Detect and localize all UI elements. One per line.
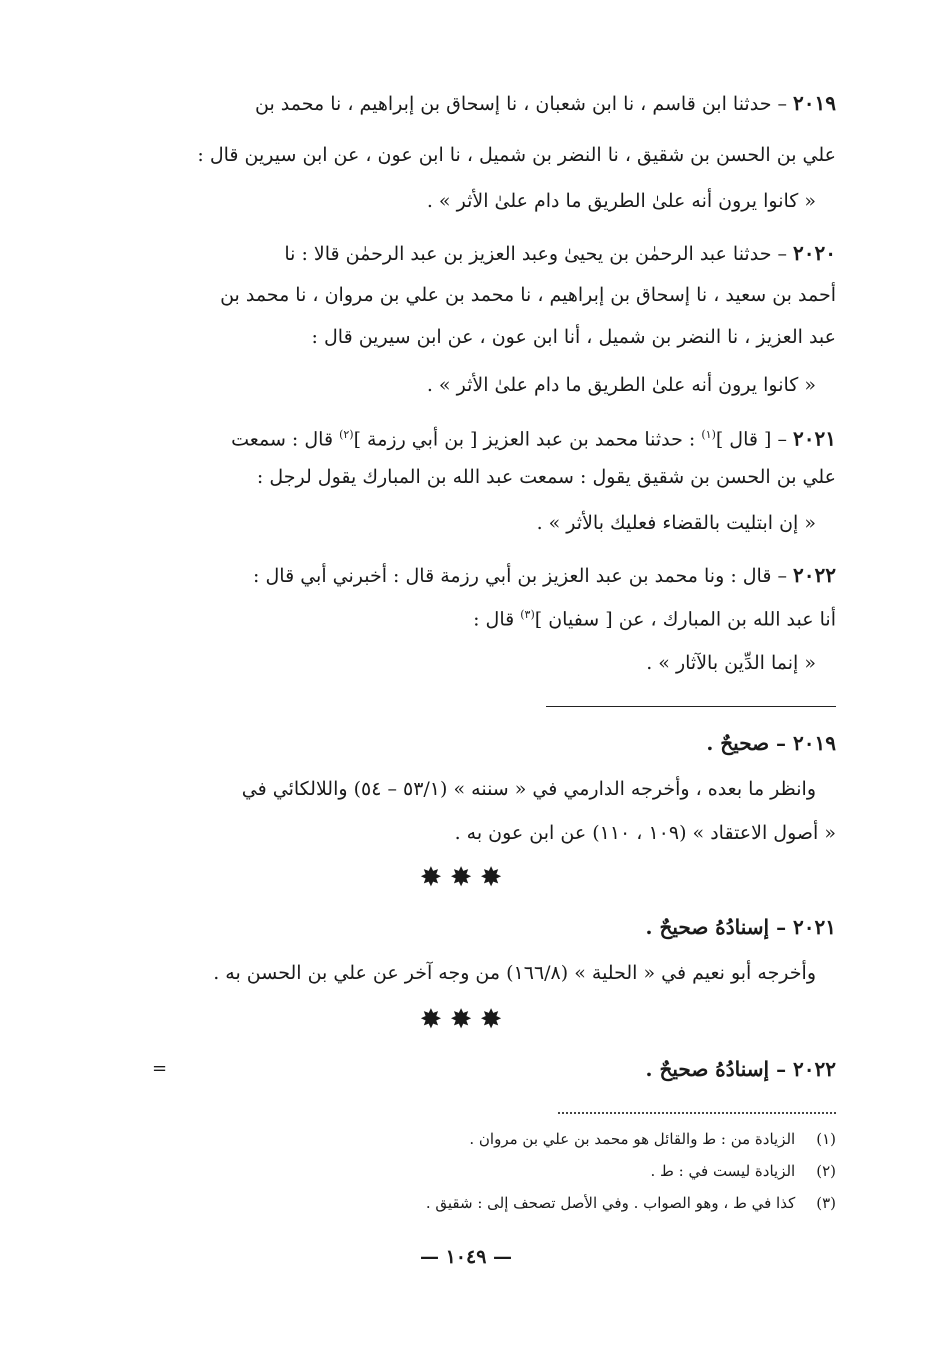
- hadith-2020-line-2: أحمد بن سعيد ، نا إسحاق بن إبراهيم ، نا محمد بن علي بن مروان ، نا محمد بن: [220, 284, 836, 306]
- commentary-2021-heading: ٢٠٢١ – إسنادُهُ صحيحٌ .: [645, 915, 836, 939]
- commentary-2019-line-1: وانظر ما بعده ، وأخرجه الدارمي في « سننه » (٥٣/١ – ٥٤) واللالكائي في: [241, 778, 816, 800]
- hadith-2021-line-1: [231, 420, 836, 454]
- hadith-2019-line-2: علي بن الحسن بن شقيق ، نا النضر بن شميل ، نا ابن عون ، عن ابن سيرين قال :: [197, 144, 836, 166]
- hadith-2019-line-1: [255, 88, 836, 119]
- footnote-2: [651, 1160, 837, 1182]
- hadith-2021-line-2: علي بن الحسن بن شقيق يقول : سمعت عبد الله بن المبارك يقول لرجل :: [256, 466, 836, 488]
- commentary-2019-line-2: « أصول الاعتقاد » (١٠٩ ، ١١٠) عن ابن عون به .: [454, 822, 836, 844]
- footnote-3: [426, 1192, 836, 1214]
- hadith-text: – حدثنا ابن قاسم ، نا ابن شعبان ، نا إسحاق بن إبراهيم ، نا محمد بن: [255, 93, 787, 115]
- hadith-2020-line-4: « كانوا يرون أنه علىٰ الطريق ما دام علىٰ الأثر » .: [426, 374, 816, 396]
- hadith-number: ٢٠٢١: [793, 426, 836, 451]
- hadith-text: – قال : ونا محمد بن عبد العزيز بن أبي رزمة قال : أخبرني أبي قال :: [253, 565, 787, 587]
- footnote-ref-2: (٢): [339, 428, 354, 441]
- continuation-mark: =: [152, 1058, 168, 1079]
- hadith-2022-line-1: [253, 560, 836, 591]
- hadith-number: ٢٠٢٠: [793, 241, 836, 265]
- hadith-text-b: : حدثنا محمد بن عبد العزيز [ بن أبي رزمة ]: [353, 428, 696, 451]
- hadith-text-c: قال : سمعت: [231, 428, 334, 451]
- hadith-2022-line-2: [473, 600, 836, 634]
- hadith-2020-line-3: عبد العزيز ، نا النضر بن شميل ، أنا ابن عون ، عن ابن سيرين قال :: [311, 326, 836, 348]
- section-divider-stars: ✸✸✸: [420, 862, 512, 891]
- hadith-text: – حدثنا عبد الرحمٰن بن يحيىٰ وعبد العزيز بن عبد الرحمٰن قالا : نا: [284, 243, 787, 265]
- footnote-text: الزيادة من : ط والقائل هو محمد بن علي بن مروان .: [469, 1130, 796, 1148]
- commentary-2022-heading: ٢٠٢٢ – إسنادُهُ صحيحٌ .: [645, 1057, 836, 1081]
- hadith-number: ٢٠١٩: [793, 91, 836, 115]
- hadith-2021-line-3: « إن ابتليت بالقضاء فعليك بالأثر » .: [536, 512, 816, 534]
- text-separator-rule: [546, 706, 836, 707]
- hadith-text-a: – [ قال ]: [715, 428, 787, 451]
- footnote-separator: [558, 1112, 836, 1114]
- footnote-number: (٣): [816, 1194, 836, 1212]
- hadith-2022-line-3: « إنما الدِّين بالآثار » .: [646, 652, 816, 674]
- footnote-ref-3: (٣): [520, 608, 535, 621]
- footnote-text: كذا في ط ، وهو الصواب . وفي الأصل تصحف إلى : شقيق .: [425, 1194, 796, 1212]
- footnote-text: الزيادة ليست في : ط .: [650, 1162, 796, 1180]
- footnote-1: [469, 1128, 836, 1150]
- footnote-ref-1: (١): [701, 428, 716, 441]
- hadith-text-b: قال :: [473, 608, 515, 631]
- hadith-2020-line-1: [284, 238, 836, 269]
- footnote-number: (١): [816, 1130, 836, 1148]
- hadith-2019-line-3: « كانوا يرون أنه علىٰ الطريق ما دام علىٰ الأثر » .: [426, 190, 816, 212]
- page-number: — ١٠٤٩ —: [419, 1246, 513, 1268]
- hadith-text-a: أنا عبد الله بن المبارك ، عن [ سفيان ]: [534, 608, 836, 631]
- section-divider-stars: ✸✸✸: [420, 1004, 512, 1033]
- footnote-number: (٢): [816, 1162, 836, 1180]
- hadith-number: ٢٠٢٢: [793, 563, 836, 587]
- commentary-2021-line-1: وأخرجه أبو نعيم في « الحلية » (١٦٦/٨) من وجه آخر عن علي بن الحسن به .: [213, 962, 816, 984]
- commentary-2019-heading: ٢٠١٩ – صحيحٌ .: [706, 731, 836, 755]
